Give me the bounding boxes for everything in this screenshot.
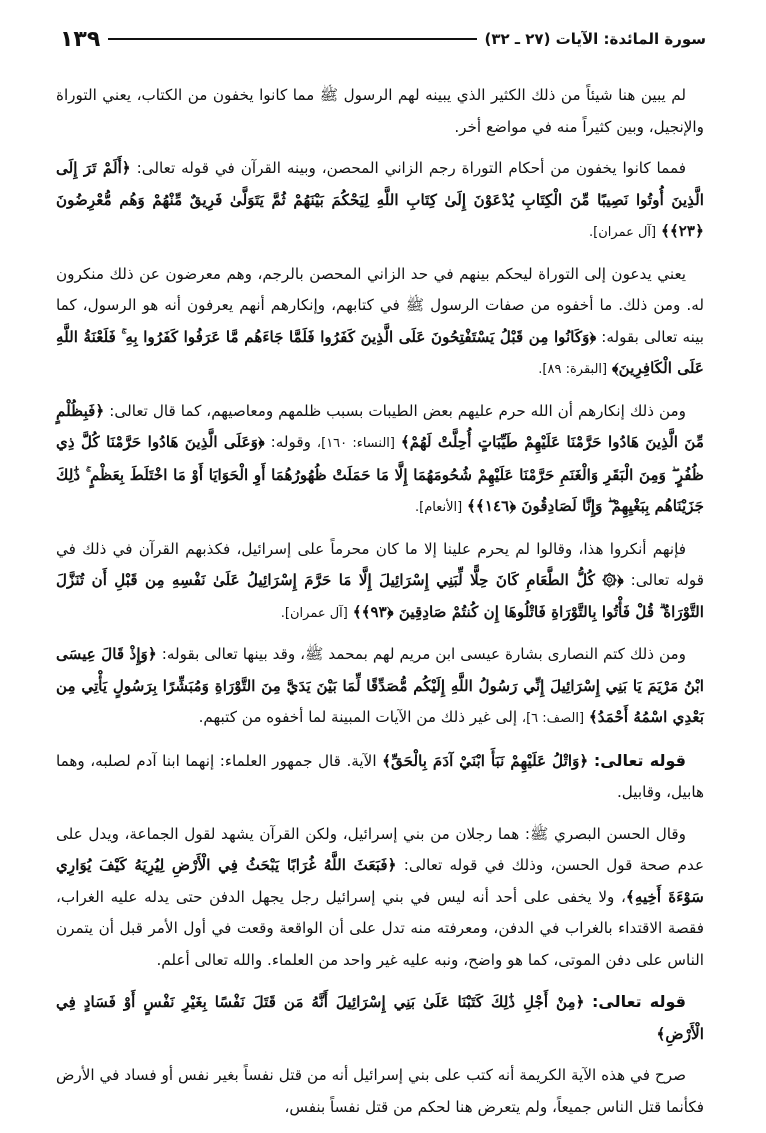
- paragraph: [56, 639, 704, 735]
- header-rule: [108, 38, 476, 40]
- verse-reference: [آل عمران].: [280, 605, 348, 621]
- paragraph: [56, 396, 704, 524]
- paragraph-text: لم يبين هنا شيئاً من ذلك الكثير الذي يبينه لهم الرسول ﷺ مما كانوا يخفون من الكتاب، يعني التوراة والإنجيل، وبين كثيراً منه في مواضع أخر.: [56, 86, 704, 136]
- paragraph: [56, 745, 704, 809]
- paragraph-text: صرح في هذه الآية الكريمة أنه كتب على بني إسرائيل أنه من قتل نفساً بغير نفس أو فساد في الأرض فكأنما قتل الناس جميعاً، ولم يتعرض هنا لحكم من قتل نفساً بنفس،: [56, 1066, 704, 1116]
- paragraph-text: ومن ذلك إنكارهم أن الله حرم عليهم بعض الطيبات بسبب ظلمهم ومعاصيهم، كما قال تعالى:: [109, 401, 686, 420]
- paragraph-text: وقوله:: [270, 433, 311, 451]
- section-lead: قوله تعالى:: [592, 992, 686, 1011]
- page-header: [60, 22, 706, 56]
- paragraph: [56, 986, 704, 1050]
- page-body: [56, 80, 704, 1133]
- paragraph: [56, 819, 704, 977]
- paragraph: [56, 1060, 704, 1123]
- paragraph-text: ومن ذلك كتم النصارى بشارة عيسى ابن مريم لهم بمحمد ﷺ، وقد بينها تعالى بقوله:: [161, 645, 686, 663]
- section-lead: قوله تعالى:: [593, 750, 687, 770]
- verse-reference: [النساء: ١٦٠]،: [316, 436, 395, 451]
- surah-title: سورة المائدة: الآيات (٢٧ ـ ٣٢): [484, 30, 706, 48]
- paragraph-text: ، ولا يخفى على أحد أنه ليس في بني إسرائيل رجل يجهل الدفن حتى يدله عليه الغراب، فقصة الاقتداء بالغراب في الدفن، ومعرفته منه تدل على أن الواقعة وقعت في أول الأمر قبل أن يتمرن الناس على دفن الموتى، كما هو واضح، ونبه عليه غير واحد من العلماء. والله تعالى أعلم.: [56, 887, 704, 969]
- quran-verse: ﴿فَبِظُلْمٍ مِّنَ الَّذِينَ هَادُوا حَرَّمْنَا عَلَيْهِمْ طَيِّبَاتٍ أُحِلَّتْ لَهُمْ﴾: [56, 401, 705, 451]
- quran-verse: ﴿أَلَمْ تَرَ إِلَى الَّذِينَ أُوتُوا نَصِيبًا مِّنَ الْكِتَابِ يُدْعَوْنَ إِلَىٰ كِتَابِ اللَّهِ لِيَحْكُمَ بَيْنَهُمْ ثُمَّ يَتَوَلَّىٰ فَرِيقٌ مِّنْهُمْ وَهُم مُّعْرِضُونَ ﴿٢٣﴾﴾: [56, 159, 704, 240]
- paragraph: [56, 80, 704, 143]
- paragraph: [56, 153, 704, 249]
- quran-verse: ﴿وَاتْلُ عَلَيْهِمْ نَبَأَ ابْنَيْ آدَمَ بِالْحَقِّ﴾: [382, 751, 589, 770]
- verse-reference: [الأنعام].: [414, 500, 463, 515]
- paragraph-text: وقال الحسن البصري ﷺ: هما رجلان من بني إسرائيل، ولكن القرآن يشهد لقول الجماعة، ويدل على عدم صحة قول الحسن، وذلك في قوله تعالى:: [56, 824, 705, 874]
- paragraph-text: إلى غير ذلك من الآيات المبينة لما أخفوه من كتبهم.: [198, 708, 518, 726]
- quran-verse: ﴿مِنْ أَجْلِ ذَٰلِكَ كَتَبْنَا عَلَىٰ بَنِي إِسْرَائِيلَ أَنَّهُ مَن قَتَلَ نَفْسًا بِغَيْرِ نَفْسٍ أَوْ فَسَادٍ فِي الْأَرْضِ﴾: [56, 993, 704, 1043]
- quran-verse: ﴿۞ كُلُّ الطَّعَامِ كَانَ حِلًّا لِّبَنِي إِسْرَائِيلَ إِلَّا مَا حَرَّمَ إِسْرَائِيلُ عَلَىٰ نَفْسِهِ مِن قَبْلِ أَن تُنَزَّلَ التَّوْرَاةُ ۗ قُلْ فَأْتُوا بِالتَّوْرَاةِ فَاتْلُوهَا إِن كُنتُمْ صَادِقِينَ ﴿٩٣﴾﴾: [56, 571, 704, 621]
- paragraph-text: فإنهم أنكروا هذا، وقالوا لم يحرم علينا إلا ما كان محرماً على إسرائيل، فكذبهم القرآن في ذلك في قوله تعالى:: [56, 539, 704, 589]
- paragraph-text: الآية. قال جمهور العلماء: إنهما ابنا آدم لصلبه، وهما هابيل، وقابيل.: [56, 751, 704, 801]
- paragraph-text: فمما كانوا يخفون من أحكام التوراة رجم الزاني المحصن، وبينه القرآن في قوله تعالى:: [136, 159, 687, 177]
- quran-verse: ﴿وَإِذْ قَالَ عِيسَى ابْنُ مَرْيَمَ يَا بَنِي إِسْرَائِيلَ إِنِّي رَسُولُ اللَّهِ إِلَيْكُم مُّصَدِّقًا لِّمَا بَيْنَ يَدَيَّ مِنَ التَّوْرَاةِ وَمُبَشِّرًا بِرَسُولٍ يَأْتِي مِن بَعْدِي اسْمُهُ أَحْمَدُ﴾: [56, 645, 704, 726]
- paragraph-text: يعني يدعون إلى التوراة ليحكم بينهم في حد الزاني المحصن بالرجم، وهم معرضون عن ذلك منكرون له. ومن ذلك. ما أخفوه من صفات الرسول ﷺ في كتابهم، وإنكارهم أنهم يعرفون أنه هو الرسول، كما بينه تعالى بقوله:: [56, 264, 705, 346]
- verse-reference: [الصف: ٦]،: [521, 711, 585, 726]
- quran-verse: ﴿وَكَانُوا مِن قَبْلُ يَسْتَفْتِحُونَ عَلَى الَّذِينَ كَفَرُوا فَلَمَّا جَاءَهُم مَّا عَرَفُوا كَفَرُوا بِهِ ۚ فَلَعْنَةُ اللَّهِ عَلَى الْكَافِرِينَ﴾: [56, 327, 704, 377]
- quran-verse: ﴿وَعَلَى الَّذِينَ هَادُوا حَرَّمْنَا كُلَّ ذِي ظُفُرٍ ۖ وَمِنَ الْبَقَرِ وَالْغَنَمِ حَرَّمْنَا عَلَيْهِمْ شُحُومَهُمَا إِلَّا مَا حَمَلَتْ ظُهُورُهُمَا أَوِ الْحَوَايَا أَوْ مَا اخْتَلَطَ بِعَظْمٍ ۚ ذَٰلِكَ جَزَيْنَاهُم بِبَغْيِهِمْ ۖ وَإِنَّا لَصَادِقُونَ ﴿١٤٦﴾﴾: [56, 433, 704, 515]
- paragraph: [56, 259, 704, 386]
- verse-reference: [البقرة: ٨٩].: [538, 362, 608, 377]
- page-number: ١٣٩: [60, 26, 101, 52]
- paragraph: [56, 534, 704, 630]
- verse-reference: [آل عمران].: [589, 225, 657, 240]
- quran-verse: ﴿فَبَعَثَ اللَّهُ غُرَابًا يَبْحَثُ فِي الْأَرْضِ لِيُرِيَهُ كَيْفَ يُوَارِي سَوْءَةَ أَخِيهِ﴾: [56, 856, 704, 906]
